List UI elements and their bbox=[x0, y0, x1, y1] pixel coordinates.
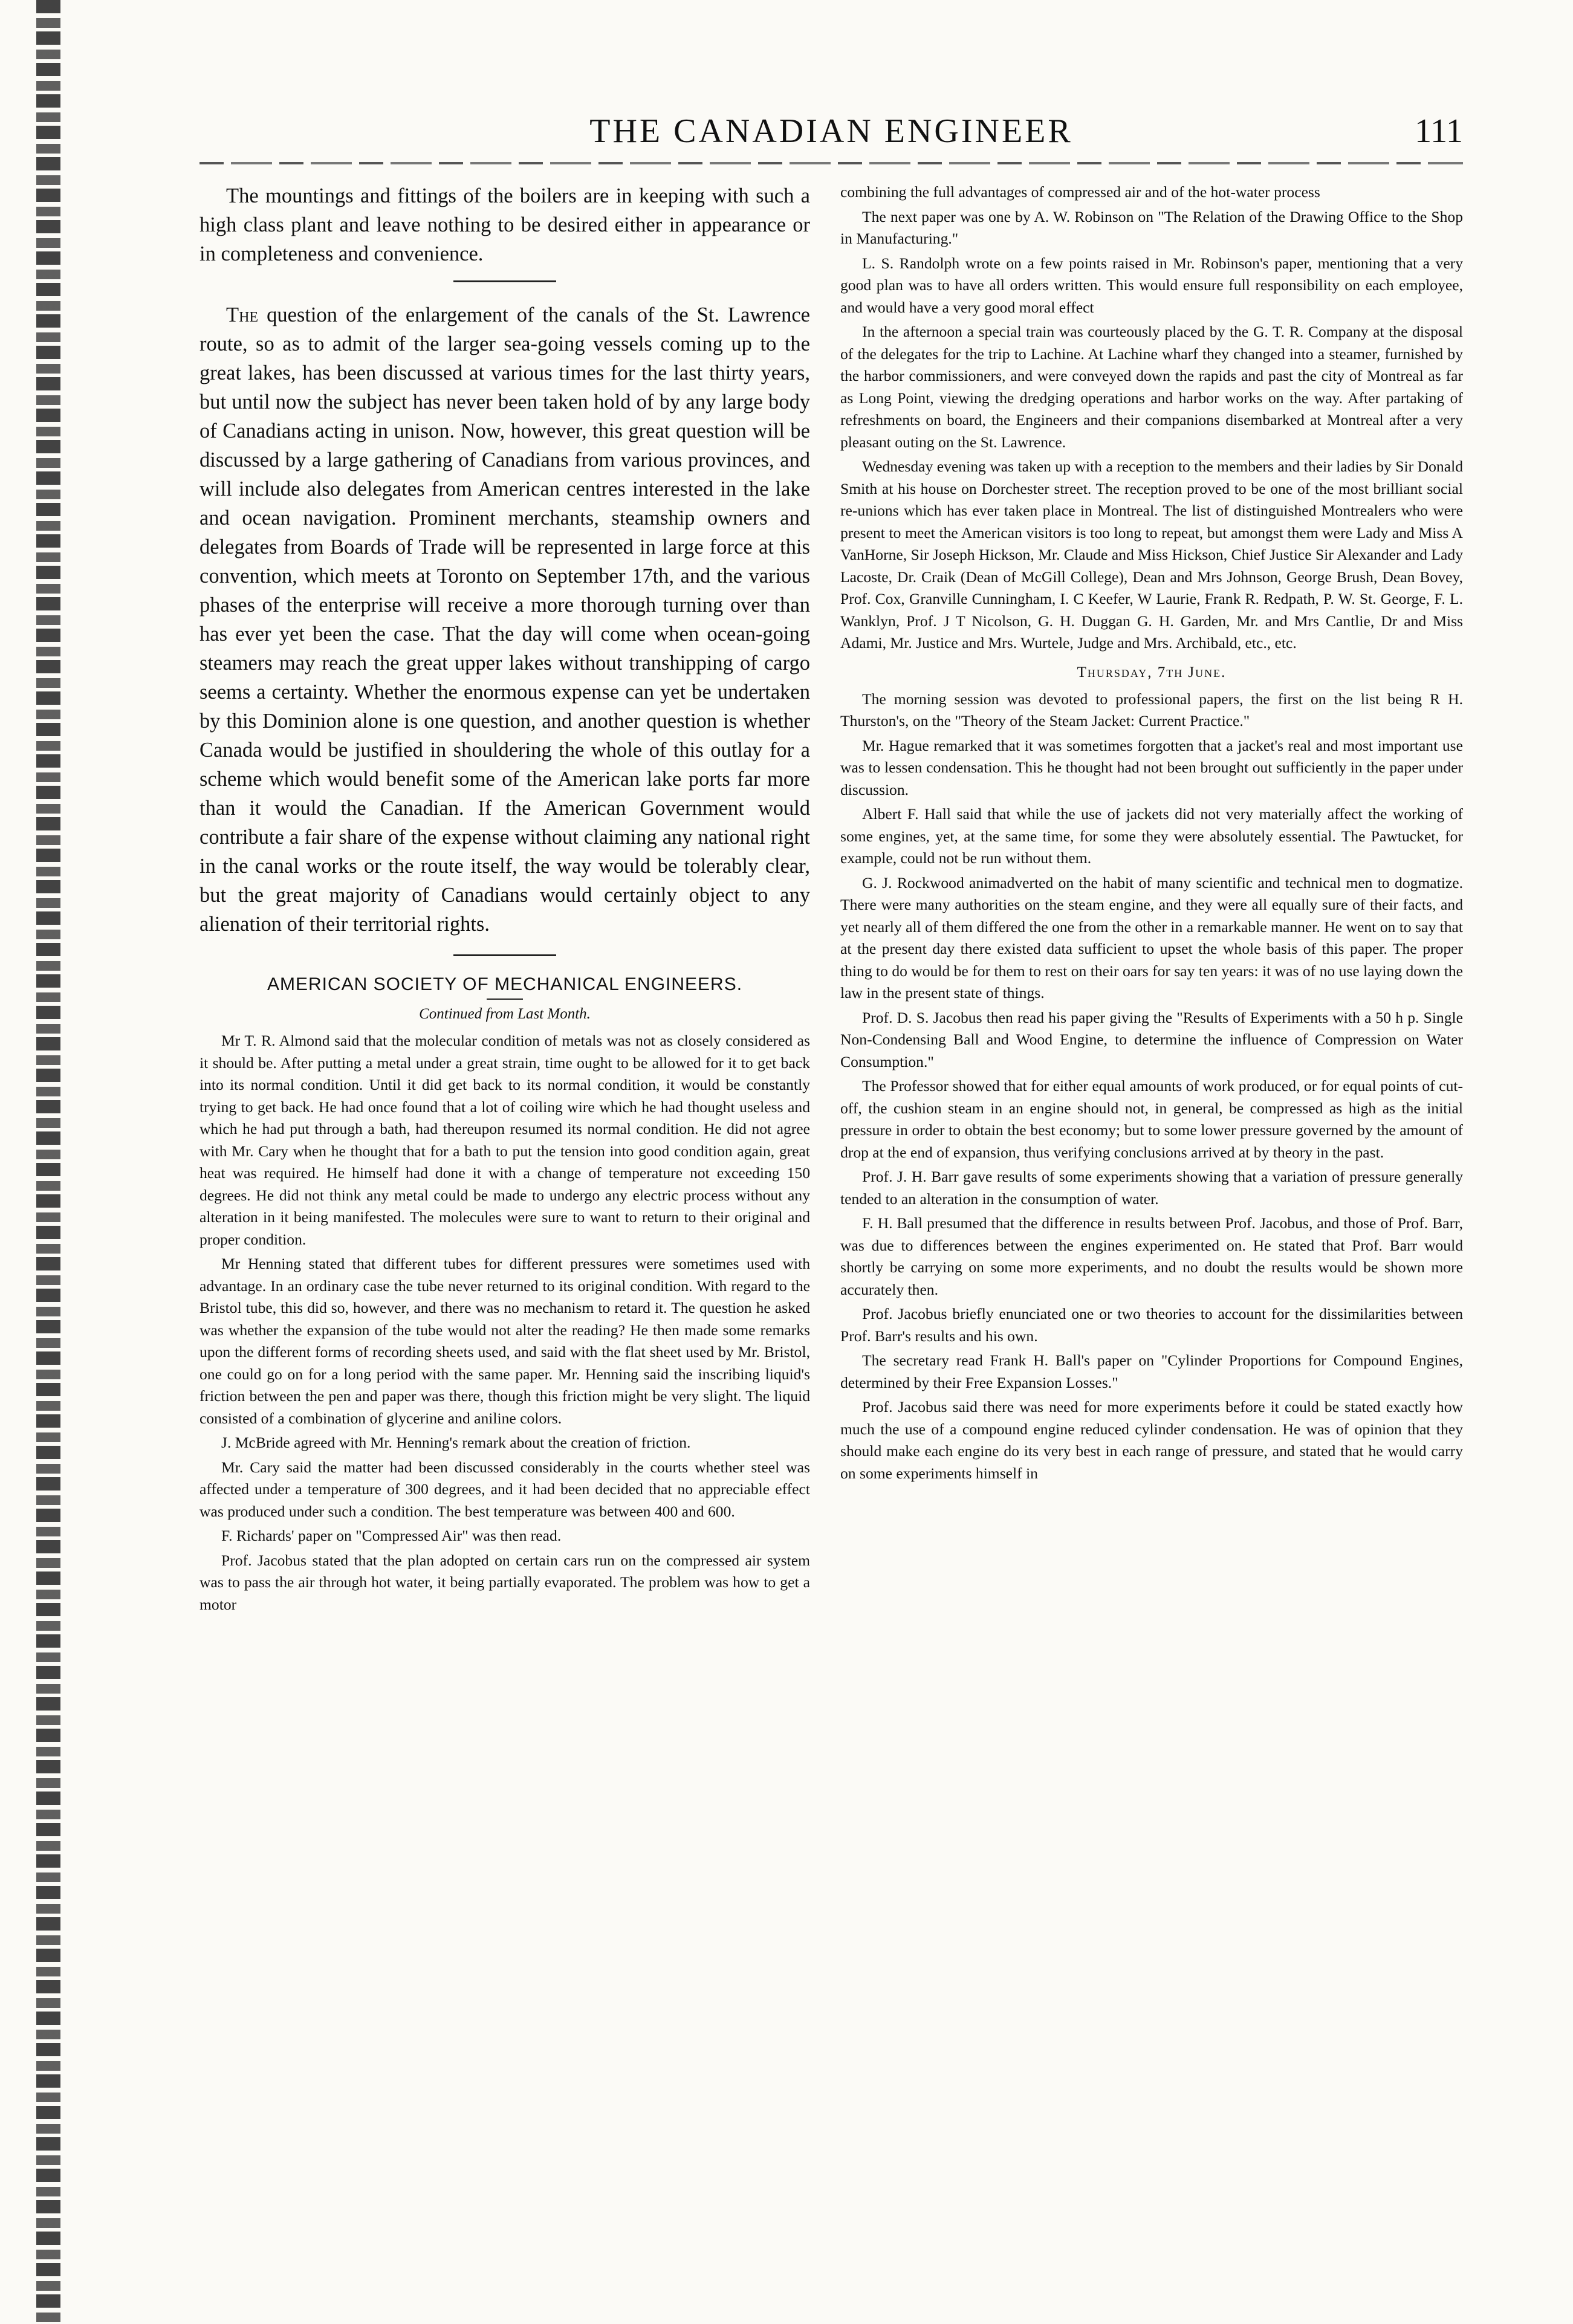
divider bbox=[453, 954, 556, 956]
paragraph: Albert F. Hall said that while the use of jackets did not very materially affect the working of some engines, yet, at the same time, for some they were absolutely essential. The Pawtucket, for example, could not be run without them. bbox=[840, 805, 1463, 867]
header-rule bbox=[199, 162, 1463, 164]
divider bbox=[487, 999, 523, 1000]
paragraph: G. J. Rockwood animadverted on the habit of many scientific and technical men to dogmatize. There were many authorities on the steam engine, and they were all equally sure of their facts, and yet nearly all of them differed the one from the other in a remarkable manner. He went on to say that at the present day there existed data sufficient to upset the whole basis of this paper. The proper thing to do would be for them to rest on their oars for say ten years: it was of no use laying down the law in the present state of things. bbox=[840, 873, 1463, 1002]
paragraph: J. McBride agreed with Mr. Henning's remark about the creation of friction. bbox=[221, 1434, 691, 1451]
paragraph: The Professor showed that for either equal amounts of work produced, or for equal points of cut-off, the cushion steam in an engine should not, in general, be compressed as high as the initial pressure in order to obtain the best economy; but to some lower pressure governed by the amount of drop at the end of expansion, thus verifying conclusions arrived at by theory in the past. bbox=[840, 1077, 1463, 1161]
paragraph: F. H. Ball presumed that the difference in results between Prof. Jacobus, and those of Prof. Barr, was due to differences between the engines experimented on. He stated that Prof. Barr would shortly be carrying on some more experiments, and no doubt the results would be shown more accurately then. bbox=[840, 1214, 1463, 1298]
paragraph: The morning session was devoted to professional papers, the first on the list being R H. Thurston's, on the "Theory of the Steam Jacket: Current Practice." bbox=[840, 690, 1463, 730]
paragraph: Wednesday evening was taken up with a reception to the members and their ladies by Sir Donald Smith at his house on Dorchester street. The reception proved to be one of the most brilliant social re-unions which has ever taken place in Montreal. The list of distinguished Montrealers who were present to meet the American visitors is too long to repeat, but amongst them were Lady and Miss A VanHorne, Sir Joseph Hickson, Mr. Claude and Miss Hickson, Chief Justice Sir Alexander and Lady Lacoste, Dr. Craik (Dean of McGill College), Dean and Mrs Johnson, George Brush, Dean Bovey, Prof. Cox, Granville Cunningham, I. C Keefer, W Laurie, Frank R. Redpath, P. W. St. George, F. L. Wanklyn, Prof. J T Nicolson, G. H. Duggan G. H. Garden, Mr. and Mrs Cantlie, Dr and Miss Adami, Mr. Justice and Mrs. Wurtele, Judge and Mrs. Archibald, etc., etc. bbox=[840, 458, 1463, 652]
journal-title: THE CANADIAN ENGINEER bbox=[589, 112, 1073, 150]
paragraph: L. S. Randolph wrote on a few points raised in Mr. Robinson's paper, mentioning that a very good plan was to have all orders written. This would ensure full responsibility on each employee, and would have a very good moral effect bbox=[840, 254, 1463, 316]
paragraph: Prof. Jacobus briefly enunciated one or two theories to account for the dissimilarities between Prof. Barr's results and his own. bbox=[840, 1305, 1463, 1345]
binding-edge bbox=[36, 0, 60, 2324]
paragraph: Mr. Cary said the matter had been discussed considerably in the courts whether steel was affected under a temperature of 300 degrees, and it had been decided that no appreciable effect was produced under such a condition. The best temperature was between 400 and 600. bbox=[199, 1458, 810, 1520]
paragraph: The next paper was one by A. W. Robinson on "The Relation of the Drawing Office to the Shop in Manufacturing." bbox=[840, 207, 1463, 247]
page-header bbox=[199, 112, 1463, 160]
section-title: AMERICAN SOCIETY OF MECHANICAL ENGINEERS. bbox=[267, 974, 743, 994]
paragraph: Mr Henning stated that different tubes for different pressures were sometimes used with advantage. In an ordinary case the tube never returned to its original condition. With regard to the Bristol tube, this did so, however, and there was no mechanism to retard it. The question he asked was whether the expansion of the tube would not alter the reading? He then made some remarks upon the different forms of recording sheets used, and said with the flat sheet used by Mr. Bristol, one could go on for a long period with the same paper. Mr. Henning said the inscribing liquid's friction between the pen and paper was there, though this friction might be very slight. The liquid consisted of a combination of glycerine and aniline colors. bbox=[199, 1255, 810, 1427]
day-heading: Thursday, 7th June. bbox=[1077, 664, 1227, 681]
paragraph-text: question of the enlargement of the canals of the St. Lawrence route, so as to admit of the larger sea-going vessels coming up to the great lakes, has been discussed at various times for the last thirty years, but until now the subject has never been taken hold of by any large body of Canadians acting in unison. Now, however, this great question will be discussed by a large gathering of Canadians from various provinces, and will include also delegates from American centres interested in the lake and ocean navigation. Prominent merchants, steamship owners and delegates from Boards of Trade will be represented in large force at this convention, which meets at Toronto on September 17th, and the various phases of the enterprise will receive a more thorough turning over than has ever yet been the case. That the day will come when ocean-going steamers may reach the great upper lakes without transhipping of cargo seems a certainty. Whether the enormous expense can yet be undertaken by this Dominion alone is one question, and another question is whether Canada would be justified in shouldering the whole of this outlay for a scheme which would benefit some of the American lake ports far more than it would the Canadian. If the American Government would contribute a fair share of the expense without claiming any national right in the canal works or the route itself, the way would be tolerably clear, but the great majority of Canadians would certainly object to any alienation of their territorial rights. bbox=[199, 303, 810, 936]
continued-note: Continued from Last Month. bbox=[419, 1006, 591, 1022]
page-number: 111 bbox=[1415, 112, 1463, 150]
paragraph: F. Richards' paper on "Compressed Air" was then read. bbox=[221, 1527, 562, 1544]
lead-word: The bbox=[226, 303, 259, 326]
proceedings-text bbox=[199, 1030, 810, 1616]
paragraph: Prof. J. H. Barr gave results of some experiments showing that a variation of pressure generally tended to an alteration in the consumption of water. bbox=[840, 1168, 1463, 1208]
paragraph: combining the full advantages of compressed air and of the hot-water process bbox=[840, 183, 1320, 201]
paragraph: The secretary read Frank H. Ball's paper on "Cylinder Proportions for Compound Engines, determined by their Free Expansion Losses." bbox=[840, 1351, 1463, 1391]
paragraph: The mountings and fittings of the boilers are in keeping with such a high class plant and leave nothing to be desired either in appearance or in completeness and convenience. bbox=[199, 184, 810, 265]
paragraph bbox=[199, 300, 810, 939]
right-column bbox=[840, 181, 1463, 1484]
left-column bbox=[199, 181, 810, 1616]
editorial-section bbox=[199, 181, 810, 956]
paragraph: Prof. Jacobus stated that the plan adopted on certain cars run on the compressed air system was to pass the air through hot water, it being partially evaporated. The problem was how to get a motor bbox=[199, 1551, 810, 1613]
divider bbox=[453, 280, 556, 282]
paragraph: Prof. Jacobus said there was need for more experiments before it could be stated exactly how much the use of a compound engine reduced cylinder condensation. He was of opinion that they should make each engine do its very best in each range of pressure, and stated that he would carry on some experiments himself in bbox=[840, 1398, 1463, 1482]
paragraph: Mr. Hague remarked that it was sometimes forgotten that a jacket's real and most important use was to lessen condensation. This he thought had not been brought out sufficiently in the paper under discussion. bbox=[840, 736, 1463, 798]
paragraph: Mr T. R. Almond said that the molecular condition of metals was not as closely considered as it should be. After putting a metal under a great strain, time ought to be allowed for it to get back into its normal condition. Until it did get back to its normal condition, it would be constantly trying to get back. He had once found that a lot of coiling wire which he had thought useless and which he had put through a bath, had thereupon resumed its normal condition. He did not agree with Mr. Cary when he thought that for a bath to put the tension into good condition again, great heat was required. He himself had done it with a change of temperature not exceeding 150 degrees. He did not think any metal could be made to undergo any electric process without any alteration in it being manifested. The molecules were sure to want to return to their original and proper condition. bbox=[199, 1032, 810, 1248]
paragraph: In the afternoon a special train was courteously placed by the G. T. R. Company at the disposal of the delegates for the trip to Lachine. At Lachine wharf they changed into a steamer, furnished by the harbor commissioners, and were conveyed down the rapids and past the city of Montreal as far as Long Point, viewing the dredging operations and harbor works on the way. After partaking of refreshments on board, the Engineers and their companions disembarked at Montreal after a very pleasant outing on the St. Lawrence. bbox=[840, 323, 1463, 451]
paragraph: Prof. D. S. Jacobus then read his paper giving the "Results of Experiments with a 50 h p. Single Non-Condensing Ball and Wood Engine, to determine the influence of Compression on Water Consumption." bbox=[840, 1008, 1463, 1070]
